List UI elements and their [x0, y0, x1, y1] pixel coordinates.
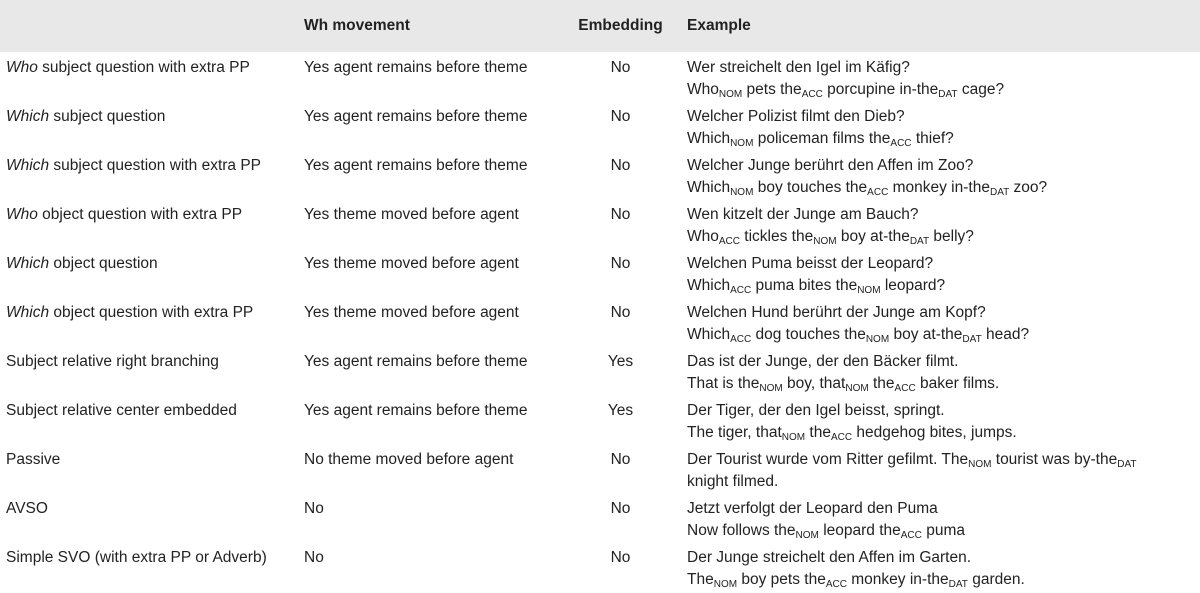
text-run: Wen kitzelt der Junge am Bauch?: [687, 206, 919, 223]
text-run: Which: [687, 130, 731, 147]
italic-wh-word: Which: [6, 304, 50, 321]
text-run: subject question with extra PP: [49, 157, 262, 174]
table-row: [0, 151, 1200, 200]
example-line: [687, 569, 1194, 591]
example-line: [687, 449, 1194, 471]
example-cell: [681, 543, 1200, 592]
example-cell: [681, 396, 1200, 445]
text-run: Now follows the: [687, 522, 796, 539]
case-subscript: NOM: [730, 187, 754, 198]
construction-cell: [0, 445, 298, 494]
text-run: porcupine in-the: [822, 81, 939, 98]
text-run: tickles the: [740, 228, 814, 245]
text-run: Who: [687, 81, 719, 98]
case-subscript: NOM: [759, 383, 783, 394]
italic-wh-word: Which: [6, 108, 50, 125]
example-cell: [681, 52, 1200, 102]
case-subscript: NOM: [968, 459, 992, 470]
example-line: [687, 275, 1194, 297]
text-run: Subject relative right branching: [6, 353, 219, 370]
wh-movement-cell: Yes agent remains before theme: [304, 353, 528, 370]
case-subscript: ACC: [890, 138, 912, 149]
table-row: [0, 298, 1200, 347]
table-row: [0, 445, 1200, 494]
text-run: Welcher Junge berührt den Affen im Zoo?: [687, 157, 974, 174]
case-subscript: ACC: [825, 579, 847, 590]
text-run: cage?: [957, 81, 1005, 98]
example-line: [687, 128, 1194, 150]
embedding-cell: No: [610, 549, 631, 566]
text-run: object question: [49, 255, 158, 272]
text-run: zoo?: [1009, 179, 1048, 196]
text-run: Das ist der Junge, der den Bäcker filmt.: [687, 353, 959, 370]
construction-cell: [0, 249, 298, 298]
text-run: the: [805, 424, 831, 441]
text-run: Der Tourist wurde vom Ritter gefilmt. The: [687, 451, 969, 468]
example-line: [687, 400, 1194, 422]
header-construction: [0, 0, 298, 52]
text-run: monkey in-the: [846, 571, 949, 588]
case-subscript: NOM: [713, 579, 738, 590]
case-subscript: ACC: [730, 285, 752, 296]
embedding-cell: Yes: [607, 402, 634, 419]
example-line: [687, 520, 1194, 542]
header-embedding: Embedding: [578, 17, 663, 34]
text-run: puma: [921, 522, 965, 539]
text-run: thief?: [911, 130, 954, 147]
example-line: [687, 422, 1194, 444]
text-run: boy, that: [782, 375, 846, 392]
wh-movement-cell: No: [304, 500, 324, 517]
table-row: [0, 543, 1200, 592]
wh-movement-cell: Yes theme moved before agent: [304, 255, 519, 272]
table-row: [0, 347, 1200, 396]
case-subscript: NOM: [795, 530, 819, 541]
construction-cell: [0, 151, 298, 200]
example-cell: [681, 200, 1200, 249]
text-run: pets the: [742, 81, 802, 98]
case-subscript: NOM: [718, 89, 743, 100]
construction-cell: [0, 494, 298, 543]
embedding-cell: No: [610, 59, 631, 76]
italic-wh-word: Which: [6, 157, 50, 174]
text-run: The tiger, that: [687, 424, 782, 441]
text-run: garden.: [967, 571, 1025, 588]
example-line: [687, 226, 1194, 248]
example-cell: [681, 298, 1200, 347]
text-run: boy at-the: [889, 326, 963, 343]
example-line: [687, 373, 1194, 395]
header-example: Example: [687, 17, 751, 34]
table-row: [0, 102, 1200, 151]
case-subscript: NOM: [865, 334, 890, 345]
text-run: Which: [687, 326, 731, 343]
text-run: leopard?: [880, 277, 946, 294]
example-line: [687, 177, 1194, 199]
example-cell: [681, 151, 1200, 200]
wh-movement-cell: Yes agent remains before theme: [304, 402, 528, 419]
embedding-cell: No: [610, 255, 631, 272]
construction-cell: [0, 200, 298, 249]
construction-cell: [0, 396, 298, 445]
wh-movement-cell: Yes agent remains before theme: [304, 157, 528, 174]
example-line: [687, 79, 1194, 101]
example-line: [687, 302, 1194, 324]
case-subscript: DAT: [948, 579, 968, 590]
text-run: leopard the: [818, 522, 901, 539]
italic-wh-word: Who: [6, 206, 38, 223]
table-row: [0, 396, 1200, 445]
construction-cell: [0, 298, 298, 347]
case-subscript: ACC: [900, 530, 922, 541]
text-run: policeman films the: [753, 130, 891, 147]
example-line: [687, 155, 1194, 177]
case-subscript: ACC: [718, 236, 740, 247]
case-subscript: ACC: [894, 383, 916, 394]
case-subscript: NOM: [730, 138, 754, 149]
example-cell: [681, 347, 1200, 396]
wh-movement-cell: No: [304, 549, 324, 566]
construction-cell: [0, 347, 298, 396]
example-line: [687, 498, 1194, 520]
text-run: Simple SVO (with extra PP or Adverb): [6, 549, 267, 566]
text-run: baker films.: [915, 375, 1000, 392]
example-line: [687, 547, 1194, 569]
italic-wh-word: Which: [6, 255, 50, 272]
text-run: object question with extra PP: [37, 206, 243, 223]
text-run: AVSO: [6, 500, 48, 517]
text-run: The: [687, 571, 714, 588]
case-subscript: NOM: [857, 285, 881, 296]
wh-movement-cell: Yes agent remains before theme: [304, 108, 528, 125]
table-header: [0, 0, 1200, 52]
example-line: [687, 324, 1194, 346]
text-run: tourist was by-the: [991, 451, 1118, 468]
text-run: object question with extra PP: [49, 304, 254, 321]
text-run: boy at-the: [836, 228, 910, 245]
text-run: dog touches the: [751, 326, 866, 343]
case-subscript: NOM: [845, 383, 869, 394]
italic-wh-word: Who: [6, 59, 38, 76]
construction-cell: [0, 52, 298, 102]
wh-movement-cell: No theme moved before agent: [304, 451, 514, 468]
text-run: Passive: [6, 451, 61, 468]
case-subscript: ACC: [801, 89, 823, 100]
example-cell: [681, 102, 1200, 151]
text-run: Subject relative center embedded: [6, 402, 237, 419]
case-subscript: DAT: [909, 236, 930, 247]
text-run: the: [868, 375, 895, 392]
embedding-cell: Yes: [607, 353, 634, 370]
case-subscript: ACC: [730, 334, 752, 345]
text-run: head?: [981, 326, 1030, 343]
embedding-cell: No: [610, 157, 631, 174]
header-wh-movement: Wh movement: [304, 17, 410, 34]
text-run: subject question with extra PP: [37, 59, 250, 76]
table-row: [0, 249, 1200, 298]
text-run: Der Tiger, der den Igel beisst, springt.: [687, 402, 945, 419]
example-line: [687, 471, 1194, 493]
text-run: Jetzt verfolgt der Leopard den Puma: [687, 500, 938, 517]
embedding-cell: No: [610, 304, 631, 321]
text-run: That is the: [687, 375, 760, 392]
table-row: [0, 200, 1200, 249]
text-run: Who: [687, 228, 719, 245]
case-subscript: NOM: [781, 432, 806, 443]
construction-cell: [0, 543, 298, 592]
text-run: puma bites the: [751, 277, 858, 294]
example-line: [687, 204, 1194, 226]
example-line: [687, 57, 1194, 79]
example-cell: [681, 249, 1200, 298]
wh-movement-cell: Yes theme moved before agent: [304, 304, 519, 321]
example-line: [687, 253, 1194, 275]
header-row: [0, 0, 1200, 52]
embedding-cell: No: [610, 206, 631, 223]
case-subscript: NOM: [813, 236, 837, 247]
case-subscript: DAT: [989, 187, 1010, 198]
embedding-cell: No: [610, 500, 631, 517]
text-run: hedgehog bites, jumps.: [852, 424, 1017, 441]
table-body: [0, 52, 1200, 592]
wh-movement-cell: Yes agent remains before theme: [304, 59, 528, 76]
case-subscript: DAT: [962, 334, 982, 345]
case-subscript: DAT: [938, 89, 958, 100]
text-run: Welcher Polizist filmt den Dieb?: [687, 108, 905, 125]
wh-movement-cell: Yes theme moved before agent: [304, 206, 519, 223]
example-line: [687, 351, 1194, 373]
example-cell: [681, 494, 1200, 543]
example-cell: [681, 445, 1200, 494]
text-run: Which: [687, 179, 731, 196]
table-row: [0, 494, 1200, 543]
construction-cell: [0, 102, 298, 151]
text-run: boy pets the: [737, 571, 826, 588]
example-line: [687, 106, 1194, 128]
text-run: Which: [687, 277, 731, 294]
text-run: monkey in-the: [888, 179, 990, 196]
text-run: Der Junge streichelt den Affen im Garten.: [687, 549, 972, 566]
text-run: knight filmed.: [687, 473, 779, 490]
embedding-cell: No: [610, 108, 631, 125]
text-run: Welchen Hund berührt der Junge am Kopf?: [687, 304, 986, 321]
text-run: boy touches the: [753, 179, 868, 196]
text-run: Welchen Puma beisst der Leopard?: [687, 255, 934, 272]
text-run: subject question: [49, 108, 166, 125]
table-row: [0, 52, 1200, 102]
embedding-cell: No: [610, 451, 631, 468]
case-subscript: ACC: [830, 432, 853, 443]
case-subscript: DAT: [1117, 459, 1137, 470]
case-subscript: ACC: [867, 187, 889, 198]
text-run: Wer streichelt den Igel im Käfig?: [687, 59, 910, 76]
text-run: belly?: [929, 228, 974, 245]
